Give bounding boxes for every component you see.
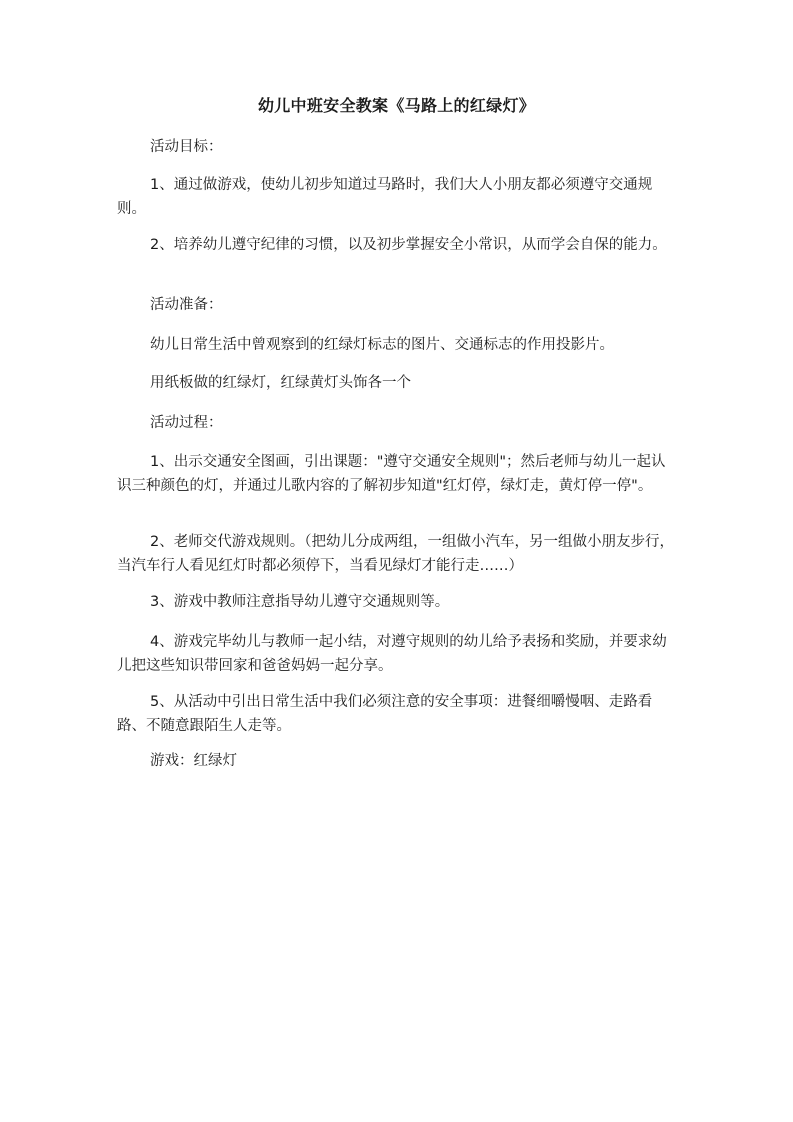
process-item-3: 3、游戏中教师注意指导幼儿遵守交通规则等。: [150, 594, 450, 610]
section-heading-goals: 活动目标：: [150, 139, 223, 155]
document-title: 幼儿中班安全教案《马路上的红绿灯》: [257, 96, 536, 115]
goal-item-1: 1、通过做游戏，使幼儿初步知道过马路时，我们大人小朋友都必须遵守交通规则。: [117, 177, 653, 217]
section-heading-game: 游戏：红绿灯: [150, 753, 237, 769]
preparation-item-1: 幼儿日常生活中曾观察到的红绿灯标志的图片、交通标志的作用投影片。: [150, 337, 614, 353]
goal-item-2: 2、培养幼儿遵守纪律的习惯，以及初步掌握安全小常识，从而学会自保的能力。: [150, 237, 667, 253]
process-item-4: 4、游戏完毕幼儿与教师一起小结，对遵守规则的幼儿给予表扬和奖励，并要求幼儿把这些知识带回家和爸爸妈妈一起分享。: [117, 634, 667, 674]
section-heading-preparation: 活动准备：: [150, 297, 223, 313]
section-heading-process: 活动过程：: [150, 415, 223, 431]
process-item-1: 1、出示交通安全图画，引出课题："遵守交通安全规则"；然后老师与幼儿一起认识三种颜色的灯，并通过儿歌内容的了解初步知道"红灯停，绿灯走，黄灯停一停"。: [117, 454, 666, 494]
process-item-5: 5、从活动中引出日常生活中我们必须注意的安全事项：进餐细嚼慢咽、走路看路、不随意跟陌生人走等。: [117, 694, 653, 734]
process-item-2: 2、老师交代游戏规则。（把幼儿分成两组，一组做小汽车，另一组做小朋友步行，当汽车行人看见红灯时都必须停下，当看见绿灯才能行走……）: [117, 534, 674, 574]
preparation-item-2: 用纸板做的红绿灯，红绿黄灯头饰各一个: [150, 375, 411, 391]
